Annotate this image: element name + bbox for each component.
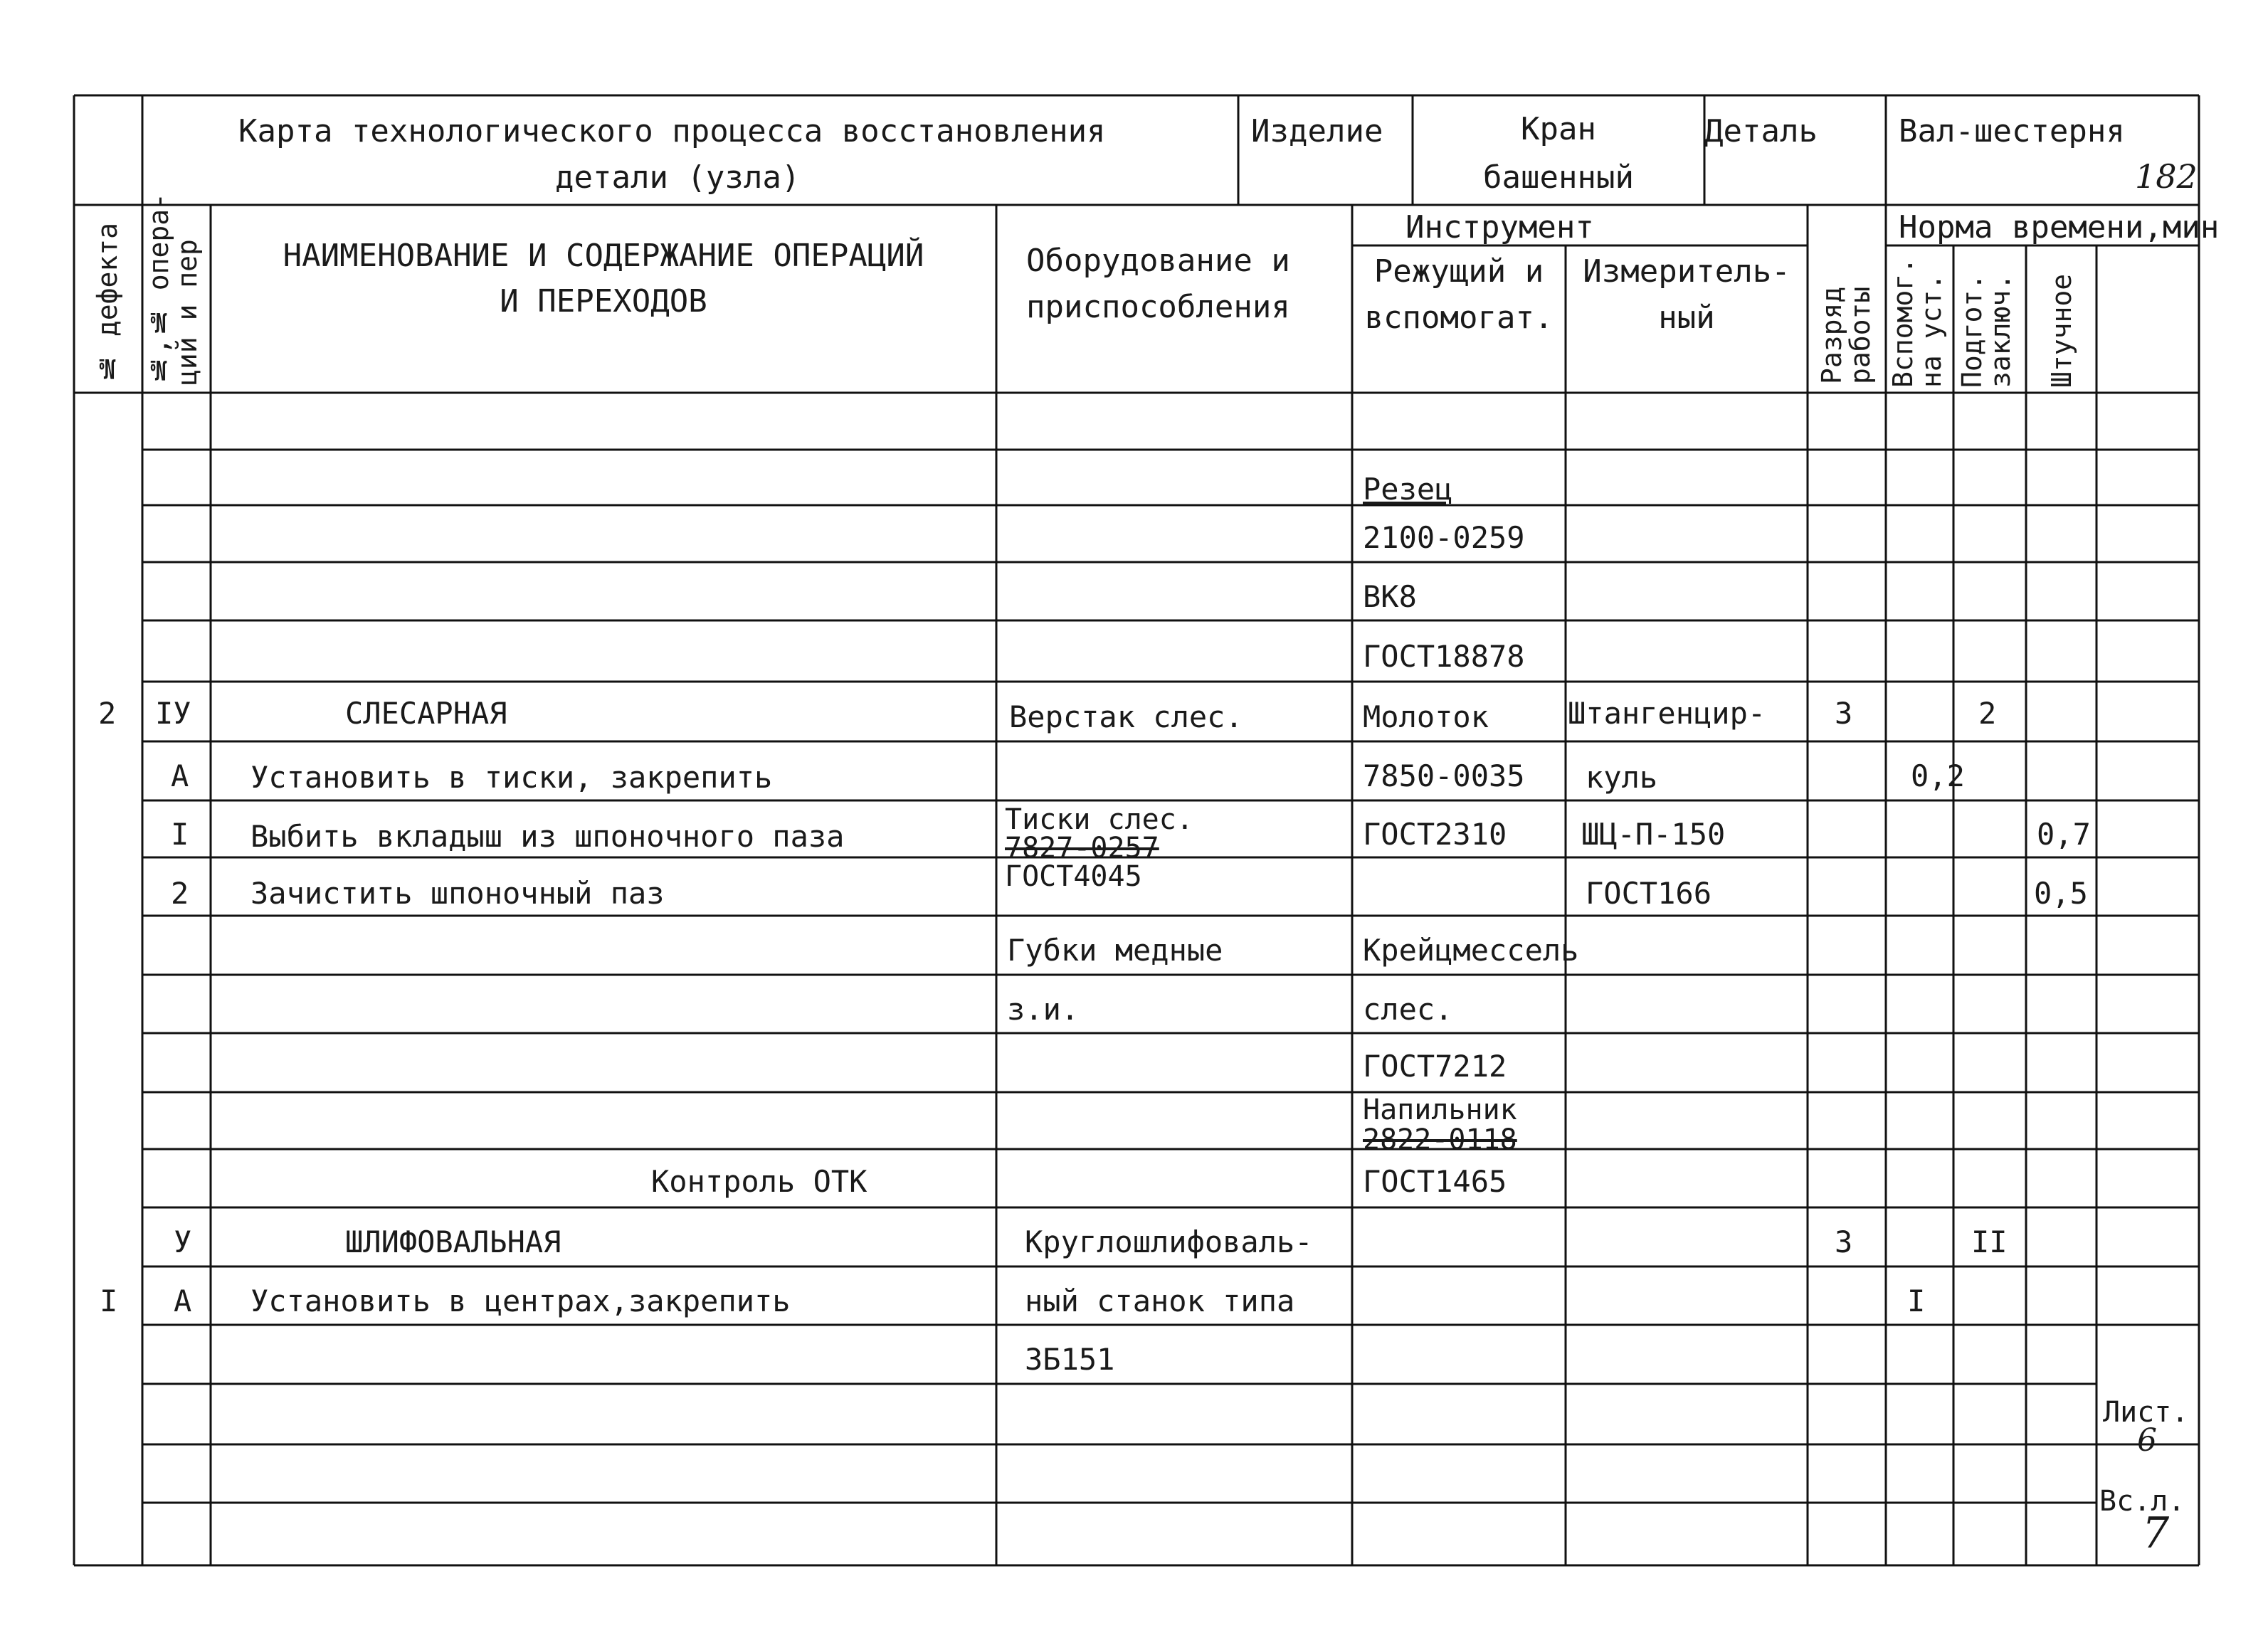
header-grade-line2: работы [1844, 286, 1876, 384]
sheet-label: Лист. [2103, 1396, 2189, 1429]
op-v-grade: 3 [1835, 1225, 1853, 1259]
product-value-line2: башенный [1483, 159, 1634, 196]
tool-cross-chisel-type: слес. [1363, 992, 1453, 1027]
step-1-equipment-line2: 7827-0257 [1005, 832, 1159, 864]
op-v-prep: II [1971, 1225, 2008, 1259]
step-1-tool: ГОСТ2310 [1363, 817, 1507, 852]
step-v-a-number: А [174, 1284, 192, 1318]
header-aux-line2: на уст. [1915, 273, 1947, 388]
op-v-name: ШЛИФОВАЛЬНАЯ [345, 1225, 561, 1259]
step-a-number: А [171, 758, 189, 793]
op-iv-equipment: Верстак слес. [1009, 699, 1243, 734]
header-grade-line1: Разряд [1816, 286, 1847, 384]
op-iv-tool: Молоток [1363, 699, 1489, 734]
op-iv-prep: 2 [1978, 696, 1997, 731]
header-operation-name-line1: НАИМЕНОВАНИЕ И СОДЕРЖАНИЕ ОПЕРАЦИЙ [283, 238, 924, 274]
header-tool: Инструмент [1405, 209, 1594, 245]
equipment-jaws: Губки медные [1007, 933, 1223, 968]
header-op-no-line2: ций и пер [171, 239, 203, 386]
step-2-equipment: ГОСТ4045 [1005, 860, 1142, 893]
tool-cross-chisel-gost: ГОСТ7212 [1363, 1049, 1507, 1084]
op-iv-grade: 3 [1835, 696, 1853, 731]
product-value-line1: Кран [1521, 111, 1596, 147]
op-v-equipment-line1: Круглошлифоваль- [1025, 1225, 1313, 1259]
op-iv-measure: Штангенцир- [1568, 696, 1766, 731]
card-title-line1: Карта технологического процесса восстановления [238, 113, 1106, 149]
tool-cutter: Резец [1363, 472, 1453, 507]
tool-file: Напильник [1363, 1094, 1517, 1126]
sheet-number: 6 [2137, 1422, 2157, 1459]
header-defect-no: № дефекта [92, 222, 123, 384]
tool-file-code: 2822-0118 [1363, 1123, 1517, 1156]
total-sheets-number: 7 [2142, 1508, 2170, 1558]
step-v-a-text: Установить в центрах,закрепить [250, 1284, 791, 1318]
step-1-piece: 0,7 [2037, 817, 2091, 852]
step-a-tool: 7850-0035 [1363, 758, 1525, 793]
part-label: Деталь [1704, 113, 1818, 149]
header-aux-install [1889, 249, 1946, 388]
header-piece: Штучное [2046, 273, 2077, 388]
header-equipment-line2: приспособления [1026, 289, 1290, 325]
header-op-no-line1: №,№ опера- [143, 192, 174, 386]
page-number: 182 [2135, 157, 2198, 196]
op-v-number: У [174, 1225, 192, 1259]
step-1-measure: ШЦ-П-150 [1581, 817, 1726, 852]
tool-cross-chisel: Крейцмессель [1363, 933, 1579, 968]
header-cutting-line2: вспомогат. [1364, 300, 1554, 336]
header-prep-final [1958, 249, 2015, 388]
header-operation-name-line2: И ПЕРЕХОДОВ [500, 283, 707, 319]
row-defect-2: 2 [98, 696, 117, 731]
step-1-number: I [171, 817, 189, 852]
header-grade [1818, 256, 1875, 384]
row-defect-1: I [100, 1284, 118, 1318]
product-label: Изделие [1251, 113, 1383, 149]
op-iv-name: СЛЕСАРНАЯ [345, 696, 507, 731]
step-1-equipment-line1: Тиски слес. [1005, 803, 1193, 836]
total-sheets-label: Вс.л. [2099, 1485, 2185, 1518]
header-aux-line1: Вспомог. [1887, 257, 1919, 388]
step-2-number: 2 [171, 876, 189, 911]
op-iv-number: IУ [155, 696, 191, 731]
equipment-jaws-ref: з.и. [1007, 992, 1080, 1027]
header-cutting-line1: Режущий и [1373, 253, 1544, 290]
header-time-norm: Норма времени,мин [1899, 209, 2220, 245]
step-2-piece: 0,5 [2034, 876, 2088, 911]
step-v-a-aux: I [1907, 1284, 1926, 1318]
header-op-no [143, 192, 203, 386]
tool-cutter-gost: ГОСТ18878 [1363, 639, 1525, 674]
header-measuring-line2: ный [1658, 300, 1715, 336]
card-title-line2: детали (узла) [555, 159, 801, 196]
step-a-text: Установить в тиски, закрепить [250, 760, 773, 795]
header-prep-line2: заключ. [1984, 273, 2016, 388]
header-measuring-line1: Измеритель- [1583, 253, 1790, 290]
step-a-aux: 0,2 [1911, 758, 1965, 793]
header-prep-line1: Подгот. [1956, 273, 1988, 388]
op-v-equipment-line2: ный станок типа [1025, 1284, 1295, 1318]
tool-cutter-code: 2100-0259 [1363, 520, 1525, 555]
step-1-text: Выбить вкладыш из шпоночного паза [250, 819, 845, 854]
header-equipment-line1: Оборудование и [1026, 243, 1290, 279]
control-stk: Контроль ОТК [651, 1164, 867, 1199]
tool-cutter-grade: ВК8 [1363, 579, 1417, 614]
tool-file-gost: ГОСТ1465 [1363, 1164, 1507, 1199]
step-2-measure: ГОСТ166 [1586, 876, 1712, 911]
step-a-measure: куль [1586, 760, 1658, 795]
op-v-equipment-line3: 3Б151 [1025, 1342, 1115, 1377]
part-value: Вал-шестерня [1899, 113, 2125, 149]
step-2-text: Зачистить шпоночный паз [250, 876, 665, 911]
